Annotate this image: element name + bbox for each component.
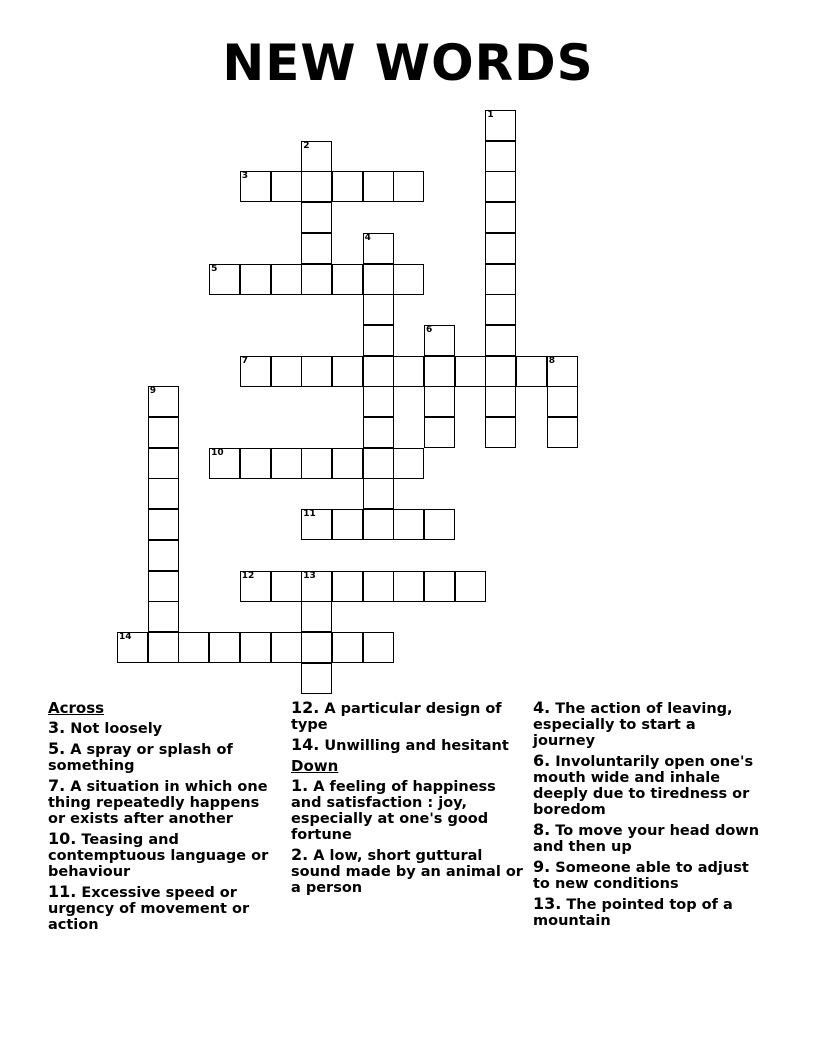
clues-column-2	[291, 700, 523, 900]
grid-cell[interactable]	[301, 356, 332, 387]
grid-cell[interactable]	[148, 448, 179, 479]
clue-number: 3	[241, 171, 249, 182]
clue-number: 11	[303, 509, 316, 520]
grid-cell[interactable]	[393, 509, 424, 540]
grid-cell[interactable]	[301, 202, 332, 233]
grid-cell[interactable]	[424, 386, 455, 417]
grid-cell[interactable]	[271, 632, 302, 663]
grid-cell[interactable]	[547, 386, 578, 417]
grid-cell[interactable]	[271, 171, 302, 202]
grid-cell[interactable]	[301, 264, 332, 295]
grid-cell[interactable]	[363, 417, 394, 448]
grid-cell[interactable]	[363, 264, 394, 295]
grid-cell[interactable]	[209, 632, 240, 663]
grid-cell[interactable]	[271, 448, 302, 479]
down-clue-9: 9. Someone able to adjust to new conditions	[533, 857, 749, 892]
grid-cell[interactable]	[148, 509, 179, 540]
grid-cell[interactable]	[485, 294, 516, 325]
grid-cell[interactable]	[485, 141, 516, 172]
grid-cell[interactable]	[547, 356, 578, 387]
clue-number: 10	[211, 447, 224, 458]
across-clue-11: 11. Excessive speed or urgency of movement or action	[48, 882, 250, 933]
grid-cell[interactable]	[485, 417, 516, 448]
down-clue-4: 4. The action of leaving, especially to start a journey	[533, 698, 733, 749]
grid-cell[interactable]	[117, 632, 148, 663]
down-clue-2: 2. A low, short guttural sound made by an animal or a person	[291, 845, 523, 896]
grid-cell[interactable]	[240, 264, 271, 295]
grid-cell[interactable]	[485, 202, 516, 233]
grid-cell[interactable]	[485, 233, 516, 264]
grid-cell[interactable]	[393, 356, 424, 387]
grid-cell[interactable]	[393, 448, 424, 479]
grid-cell[interactable]	[301, 171, 332, 202]
down-clue-6: 6. Involuntarily open one's mouth wide and inhale deeply due to tiredness or boredom	[533, 751, 754, 818]
down-heading: Down	[291, 757, 339, 775]
grid-cell[interactable]	[301, 571, 332, 602]
grid-cell[interactable]	[209, 264, 240, 295]
grid-cell[interactable]	[301, 632, 332, 663]
grid-cell[interactable]	[363, 171, 394, 202]
grid-cell[interactable]	[516, 356, 547, 387]
across-clue-14: 14. Unwilling and hesitant	[291, 735, 509, 754]
grid-cell[interactable]	[455, 356, 486, 387]
grid-cell[interactable]	[271, 264, 302, 295]
grid-cell[interactable]	[363, 356, 394, 387]
clue-number: 12	[241, 570, 255, 581]
grid-cell[interactable]	[301, 448, 332, 479]
clue-number: 7	[241, 355, 249, 366]
down-clue-13: 13. The pointed top of a mountain	[533, 894, 733, 929]
clues-column-1	[48, 700, 273, 937]
clue-number: 1	[487, 110, 494, 120]
grid-cell[interactable]	[148, 601, 179, 632]
grid-cell[interactable]	[148, 540, 179, 571]
down-clue-8: 8. To move your head down and then up	[533, 820, 760, 855]
grid-cell[interactable]	[485, 386, 516, 417]
clues-column-3	[533, 700, 761, 933]
grid-cell[interactable]	[363, 571, 394, 602]
grid-cell[interactable]	[485, 264, 516, 295]
across-clue-3: 3. Not loosely	[48, 718, 163, 737]
grid-cell[interactable]	[393, 571, 424, 602]
grid-cell[interactable]	[332, 356, 363, 387]
grid-cell[interactable]	[301, 509, 332, 540]
grid-cell[interactable]	[332, 509, 363, 540]
across-clue-7: 7. A situation in which one thing repeatedly happens or exists after another	[48, 776, 268, 827]
clue-number: 8	[548, 355, 556, 366]
grid-cell[interactable]	[332, 571, 363, 602]
grid-cell[interactable]	[271, 356, 302, 387]
clue-number: 6	[426, 324, 433, 335]
grid-cell[interactable]	[178, 632, 209, 663]
grid-cell[interactable]	[363, 386, 394, 417]
grid-cell[interactable]	[271, 571, 302, 602]
grid-cell[interactable]	[485, 356, 516, 387]
grid-cell[interactable]	[148, 571, 179, 602]
across-clue-10: 10. Teasing and contemptuous language or behaviour	[48, 829, 269, 880]
grid-cell[interactable]	[485, 325, 516, 356]
across-heading: Across	[48, 699, 105, 717]
grid-cell[interactable]	[240, 571, 271, 602]
clue-number: 14	[119, 631, 132, 642]
grid-cell[interactable]	[424, 325, 455, 356]
page-title: NEW WORDS	[222, 34, 594, 92]
grid-cell[interactable]	[363, 509, 394, 540]
grid-cell[interactable]	[363, 478, 394, 509]
grid-cell[interactable]	[301, 601, 332, 632]
grid-cell[interactable]	[332, 632, 363, 663]
clue-number: 2	[303, 140, 310, 151]
grid-cell[interactable]	[363, 325, 394, 356]
grid-cell[interactable]	[363, 233, 394, 264]
grid-cell[interactable]	[240, 356, 271, 387]
clue-number: 13	[303, 570, 316, 581]
grid-cell[interactable]	[485, 110, 516, 141]
grid-cell[interactable]	[393, 264, 424, 295]
clue-number: 5	[211, 263, 218, 274]
grid-cell[interactable]	[424, 509, 455, 540]
grid-cell[interactable]	[148, 478, 179, 509]
clue-number: 9	[149, 386, 156, 397]
grid-cell[interactable]	[209, 448, 240, 479]
grid-cell[interactable]	[240, 448, 271, 479]
grid-cell[interactable]	[301, 663, 332, 694]
grid-cell[interactable]	[332, 171, 363, 202]
grid-cell[interactable]	[363, 448, 394, 479]
grid-cell[interactable]	[301, 233, 332, 264]
down-clue-1: 1. A feeling of happiness and satisfaction : joy, especially at one's good fortune	[291, 776, 496, 843]
grid-cell[interactable]	[393, 171, 424, 202]
grid-cell[interactable]	[332, 264, 363, 295]
grid-cell[interactable]	[424, 571, 455, 602]
grid-cell[interactable]	[363, 294, 394, 325]
grid-cell[interactable]	[424, 417, 455, 448]
across-clue-12: 12. A particular design of type	[291, 698, 502, 733]
grid-cell[interactable]	[455, 571, 486, 602]
grid-cell[interactable]	[240, 171, 271, 202]
grid-cell[interactable]	[363, 632, 394, 663]
grid-cell[interactable]	[148, 386, 179, 417]
clue-number: 4	[364, 232, 371, 243]
grid-cell[interactable]	[148, 632, 179, 663]
grid-cell[interactable]	[148, 417, 179, 448]
grid-cell[interactable]	[485, 171, 516, 202]
across-clue-5: 5. A spray or splash of something	[48, 739, 233, 774]
grid-cell[interactable]	[547, 417, 578, 448]
grid-cell[interactable]	[332, 448, 363, 479]
grid-cell[interactable]	[301, 141, 332, 172]
grid-cell[interactable]	[240, 632, 271, 663]
grid-cell[interactable]	[424, 356, 455, 387]
